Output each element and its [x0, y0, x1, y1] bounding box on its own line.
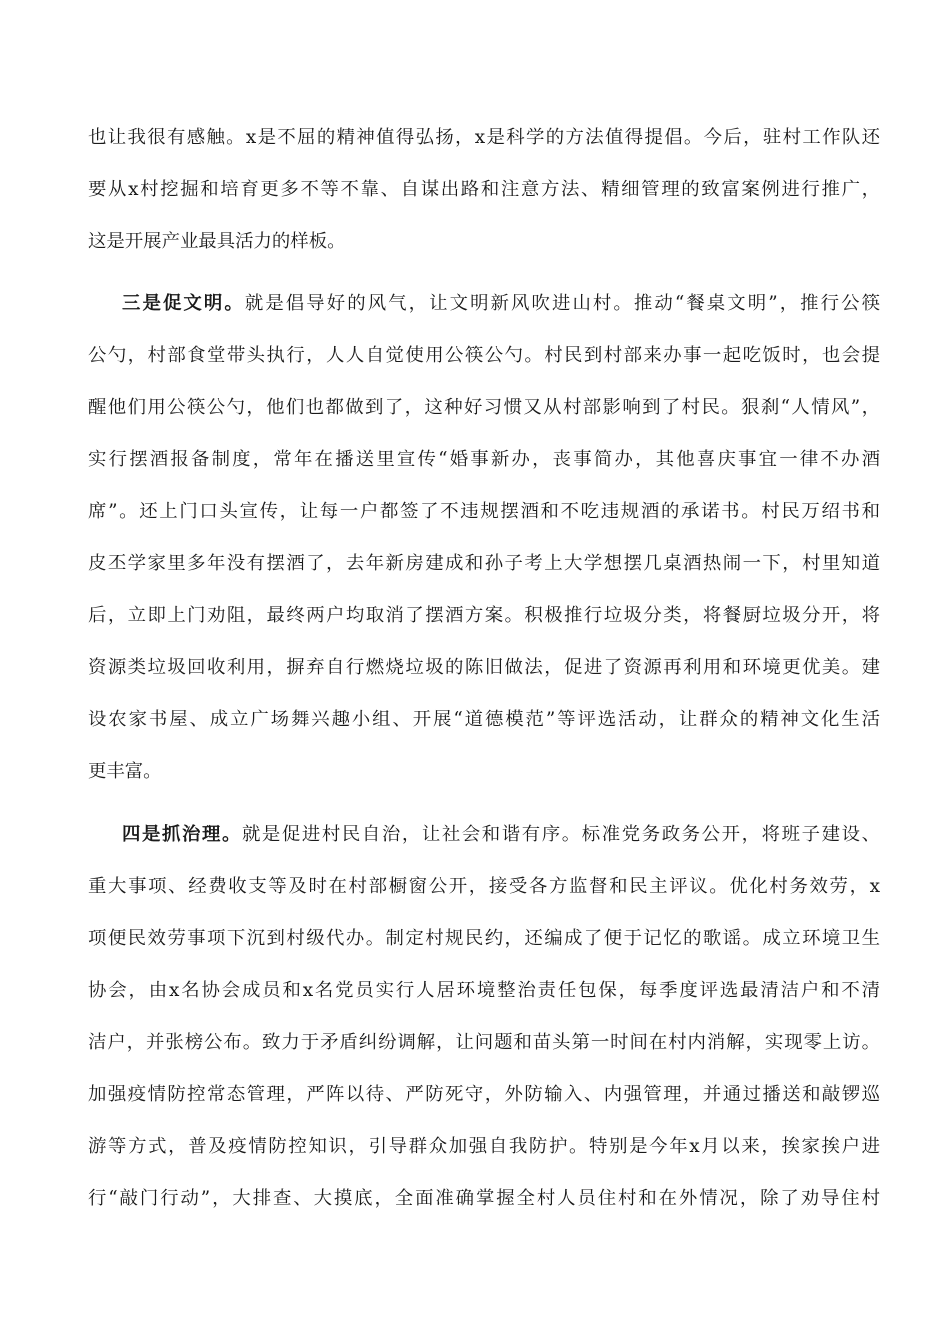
- paragraph-1-line-2: 要从x村挖掘和培育更多不等不靠、自谋出路和注意方法、精细管理的致富案例进行推广，: [88, 179, 880, 200]
- paragraph-3-line-4: 协会，由x名协会成员和x名党员实行人居环境整治责任包保，每季度评选最清洁户和不清: [88, 980, 880, 1001]
- paragraph-2-line-10: 更丰富。: [88, 761, 162, 782]
- paragraph-3-line-8: 行“敲门行动”，大排查、大摸底，全面准确掌握全村人员住村和在外情况，除了劝导住村: [88, 1188, 880, 1209]
- section-heading-4: 四是抓治理。: [122, 824, 242, 845]
- paragraph-3-line-5: 洁户，并张榜公布。致力于矛盾纠纷调解，让问题和苗头第一时间在村内消解，实现零上访。: [88, 1032, 880, 1053]
- paragraph-2-line-3: 醒他们用公筷公勺，他们也都做到了，这种好习惯又从村部影响到了村民。狠刹“人情风”，: [88, 397, 880, 418]
- paragraph-2-line-2: 公勺，村部食堂带头执行，人人自觉使用公筷公勺。村民到村部来办事一起吃饭时，也会提: [88, 345, 880, 366]
- paragraph-3-line-7: 游等方式，普及疫情防控知识，引导群众加强自我防护。特别是今年x月以来，挨家挨户进: [88, 1136, 880, 1157]
- paragraph-2-line-5: 席”。还上门口头宣传，让每一户都签了不违规摆酒和不吃违规酒的承诺书。村民万绍书和: [88, 501, 880, 522]
- paragraph-2-line-9: 设农家书屋、成立广场舞兴趣小组、开展“道德模范”等评选活动，让群众的精神文化生活: [88, 709, 880, 730]
- paragraph-2-line-6: 皮丕学家里多年没有摆酒了，去年新房建成和孙子考上大学想摆几桌酒热闹一下，村里知道: [88, 553, 880, 574]
- paragraph-2-line-4: 实行摆酒报备制度，常年在播送里宣传“婚事新办，丧事简办，其他喜庆事宜一律不办酒: [88, 449, 880, 470]
- paragraph-3-line-6: 加强疫情防控常态管理，严阵以待、严防死守，外防输入、内强管理，并通过播送和敲锣巡: [88, 1084, 880, 1105]
- paragraph-2-line-1: [122, 291, 880, 317]
- paragraph-1-line-3: 这是开展产业最具活力的样板。: [88, 231, 346, 252]
- paragraph-3-first-line-text: 就是促进村民自治，让社会和谐有序。标准党务政务公开，将班子建设、: [241, 824, 880, 845]
- paragraph-3-line-3: 项便民效劳事项下沉到村级代办。制定村规民约，还编成了便于记忆的歌谣。成立环境卫生: [88, 928, 880, 949]
- paragraph-2-first-line-text: 就是倡导好的风气，让文明新风吹进山村。推动“餐桌文明”，推行公筷: [244, 293, 880, 314]
- paragraph-2-line-8: 资源类垃圾回收利用，摒弃自行燃烧垃圾的陈旧做法，促进了资源再利用和环境更优美。建: [88, 657, 880, 678]
- section-heading-3: 三是促文明。: [122, 293, 245, 314]
- paragraph-3-line-1: [122, 822, 880, 848]
- paragraph-3-line-2: 重大事项、经费收支等及时在村部橱窗公开，接受各方监督和民主评议。优化村务效劳，x: [88, 876, 880, 897]
- paragraph-2-line-7: 后，立即上门劝阻，最终两户均取消了摆酒方案。积极推行垃圾分类，将餐厨垃圾分开，将: [88, 605, 880, 626]
- paragraph-1-line-1: 也让我很有感触。x是不屈的精神值得弘扬，x是科学的方法值得提倡。今后，驻村工作队还: [88, 127, 880, 148]
